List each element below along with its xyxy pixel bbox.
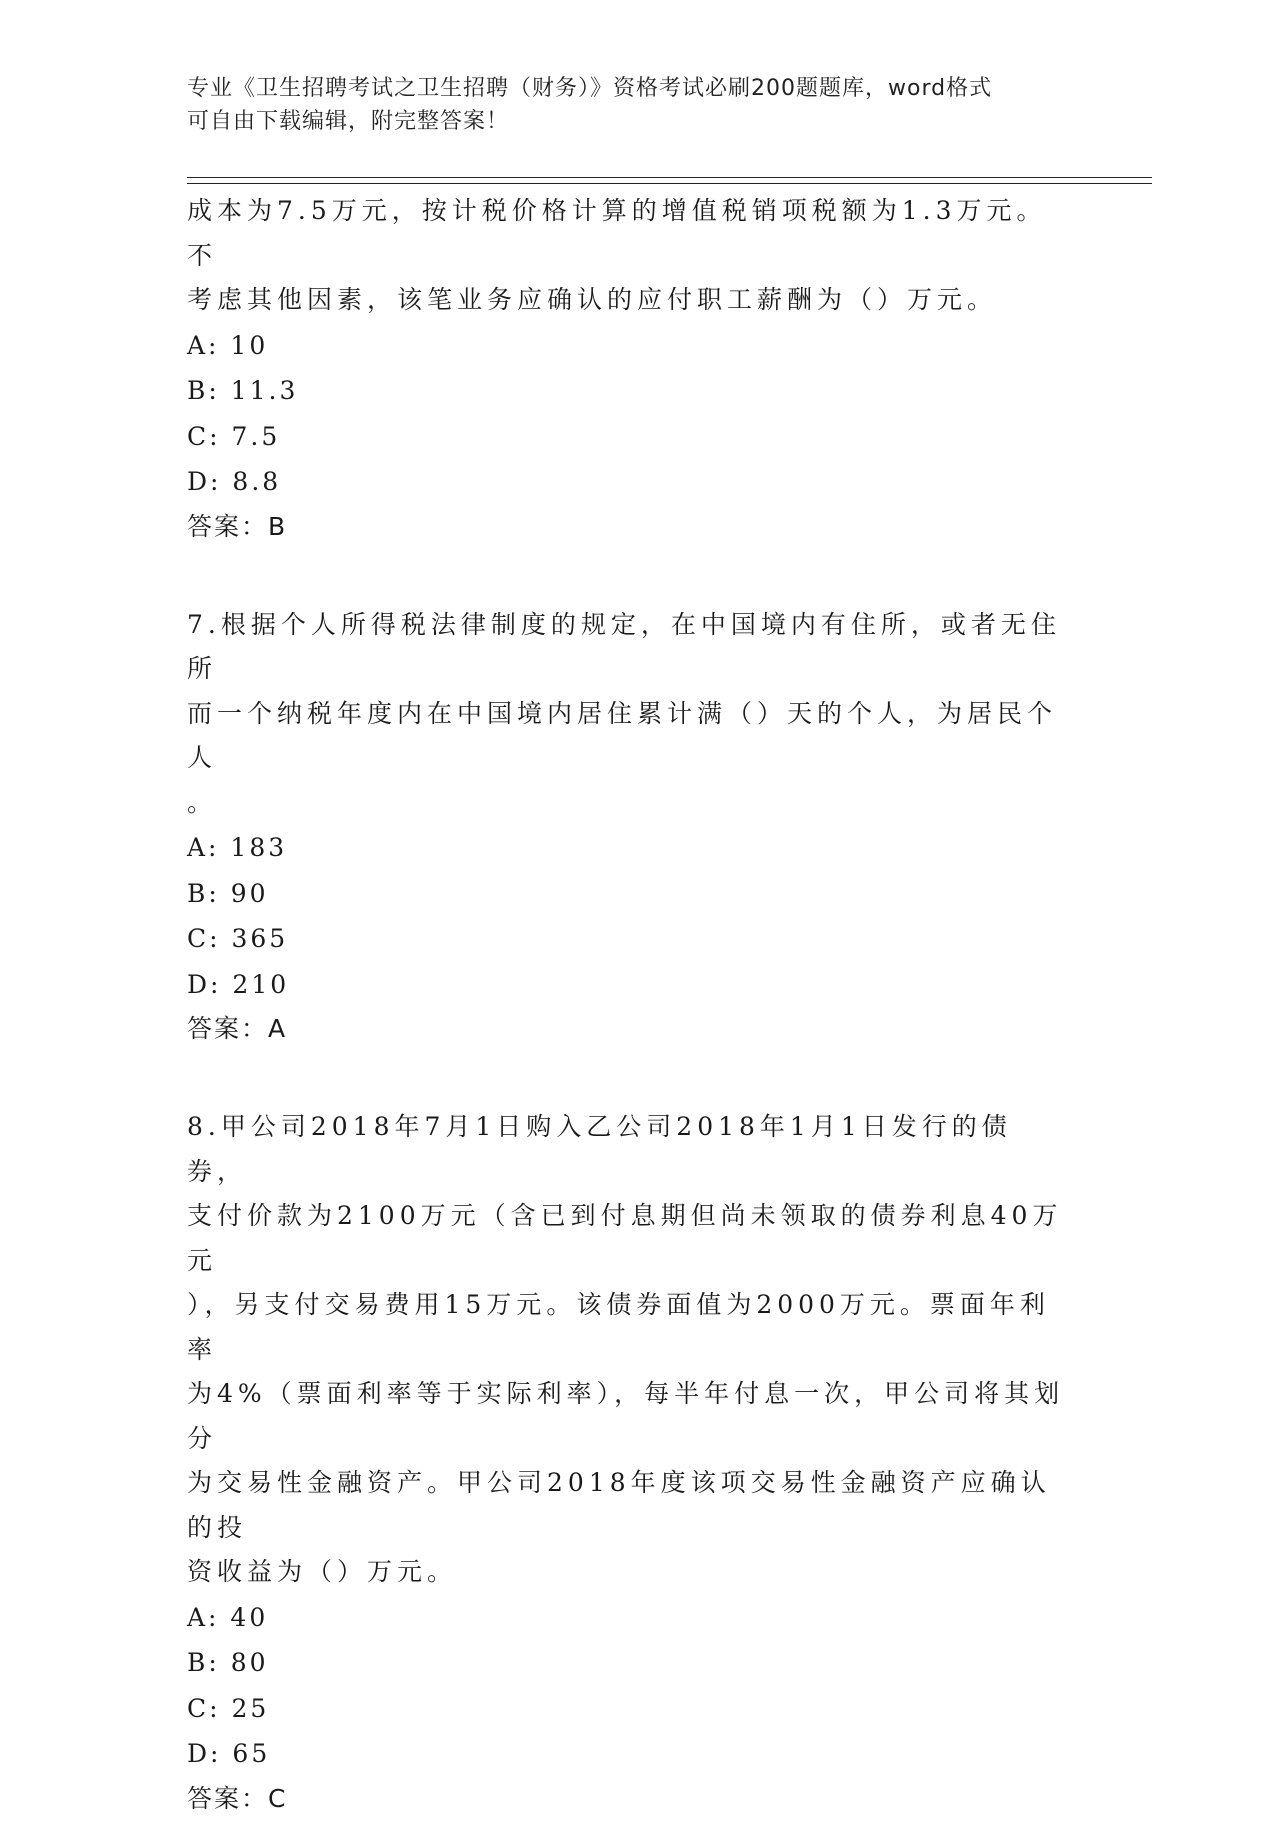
option-c: C: 7.5 — [187, 421, 281, 451]
document-header — [187, 72, 1067, 138]
option-b: B: 90 — [187, 878, 269, 908]
answer: 答案：A — [187, 1014, 288, 1043]
option-a: A: 10 — [187, 330, 269, 360]
question-text-line: 8.甲公司2018年7月1日购入乙公司2018年1月1日发行的债券， — [187, 1112, 1012, 1186]
question-text-line: 7.根据个人所得税法律制度的规定，在中国境内有住所，或者无住所 — [187, 609, 1061, 683]
header-divider-top — [187, 177, 1152, 178]
option-b: B: 80 — [187, 1648, 269, 1677]
option-d: D: 8.8 — [187, 467, 282, 496]
question-text-line: ），另支付交易费用15万元。该债券面值为2000万元。票面年利率 — [187, 1290, 1050, 1364]
question-list — [187, 189, 1067, 1821]
question-text-line: 为4%（票面利率等于实际利率），每半年付息一次，甲公司将其划分 — [187, 1379, 1065, 1453]
answer: 答案：C — [187, 1783, 288, 1813]
question-text-line: 。 — [187, 787, 218, 817]
question-text-line: 为交易性金融资产。甲公司2018年度该项交易性金融资产应确认的投 — [187, 1468, 1051, 1542]
question-text-line: 而一个纳税年度内在中国境内居住累计满（）天的个人，为居民个人 — [187, 698, 1058, 772]
question-text-line: 资收益为（）万元。 — [187, 1557, 458, 1586]
answer: 答案：B — [187, 511, 288, 541]
question-6 — [187, 189, 1067, 549]
option-c: C: 365 — [187, 924, 289, 953]
option-a: A: 40 — [187, 1602, 269, 1632]
question-text-line: 考虑其他因素，该笔业务应确认的应付职工薪酬为（）万元。 — [187, 285, 998, 314]
question-8 — [187, 1105, 1067, 1821]
option-a: A: 183 — [187, 833, 288, 862]
header-divider-bottom — [187, 183, 1152, 184]
question-text-line: 支付价款为2100万元（含已到付息期但尚未领取的债券利息40万元 — [187, 1201, 1063, 1275]
header-line-1: 专业《卫生招聘考试之卫生招聘（财务）》资格考试必刷200题题库，word格式 — [187, 76, 993, 101]
question-gap — [187, 549, 1067, 603]
header-line-2: 可自由下载编辑，附完整答案！ — [187, 109, 510, 134]
option-b: B: 11.3 — [187, 376, 299, 405]
question-gap — [187, 1051, 1067, 1105]
question-7 — [187, 603, 1067, 1052]
option-d: D: 65 — [187, 1739, 271, 1768]
question-text-line: 成本为7.5万元，按计税价格计算的增值税销项税额为1.3万元。不 — [187, 196, 1047, 270]
option-c: C: 25 — [187, 1693, 270, 1723]
option-d: D: 210 — [187, 969, 290, 999]
